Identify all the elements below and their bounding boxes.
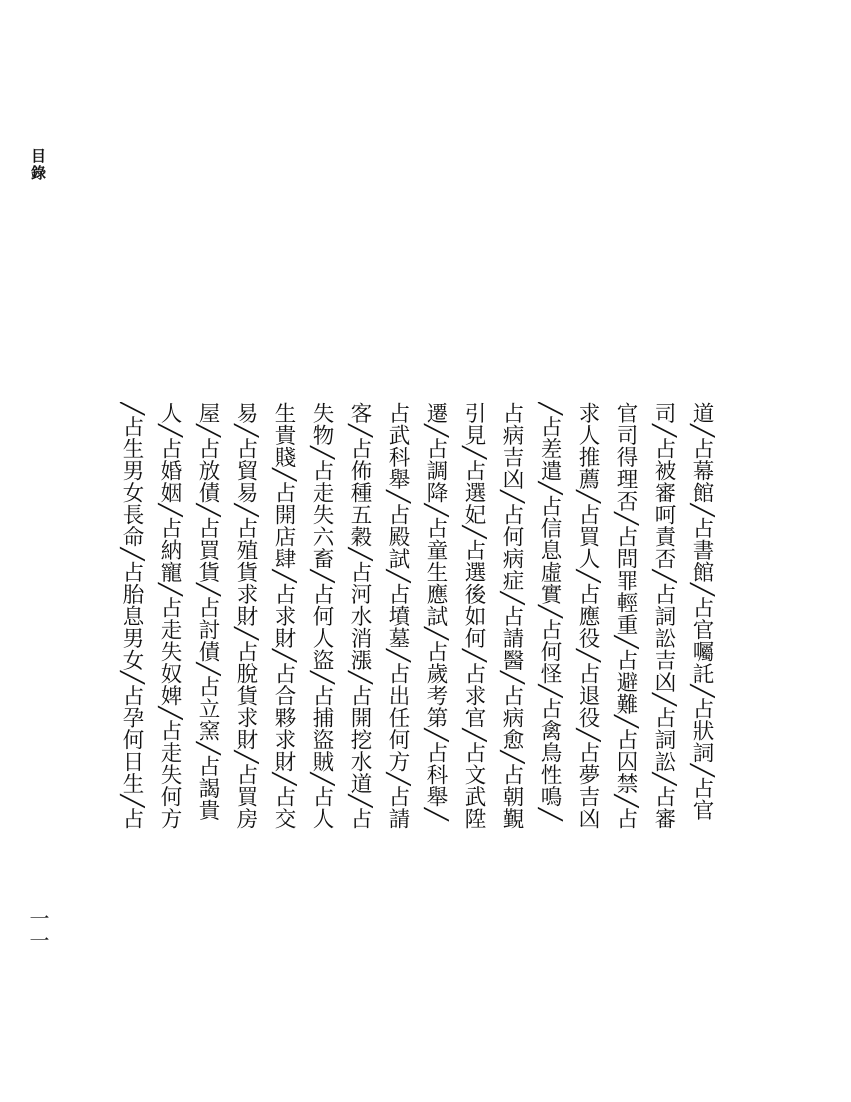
- text-column: 求人推薦╱占買人╱占應役╱占退役╱占夢吉凶: [575, 402, 600, 830]
- text-column: 人╱占婚姻╱占納寵╱占走失奴婢╱占走失何方: [157, 402, 182, 830]
- text-column: 失物╱占走失六畜╱占何人盜╱占捕盜賊╱占人: [309, 402, 334, 830]
- text-column: ╱占差遣╱占信息虛實╱占何怪╱占禽鳥性鳴╱: [537, 402, 562, 822]
- text-column: 遷╱占調降╱占童生應試╱占歲考第╱占科舉╱: [423, 402, 448, 822]
- text-column: 占病吉凶╱占何病症╱占請醫╱占病愈╱占朝覲: [499, 402, 524, 830]
- text-column: 屋╱占放債╱占買貨╱占討債╱占立窯╱占謁貴: [195, 402, 220, 822]
- text-column: ╱占生男女長命╱占胎息男女╱占孕何日生╱占: [119, 402, 144, 830]
- text-column: 占武科舉╱占殿試╱占墳墓╱占出任何方╱占請: [385, 402, 410, 830]
- text-column: 司╱占被審呵責否╱占詞訟吉凶╱占詞訟╱占審: [651, 402, 676, 830]
- text-column: 官司得理否╱占問罪輕重╱占避難╱占囚禁╱占: [613, 402, 638, 830]
- text-column: 生貴賤╱占開店肆╱占求財╱占合夥求財╱占交: [271, 402, 296, 830]
- text-column: 道╱占幕館╱占書館╱占官囑託╱占狀詞╱占官: [689, 402, 714, 822]
- page-number: 一一: [26, 908, 50, 952]
- text-column: 易╱占貿易╱占殖貨求財╱占脫貨求財╱占買房: [233, 402, 258, 830]
- running-title: 目錄: [29, 148, 47, 182]
- text-column: 客╱占佈種五穀╱占河水消漲╱占開挖水道╱占: [347, 402, 372, 830]
- table-of-contents-text: [110, 402, 720, 882]
- text-column: 引見╱占選妃╱占選後如何╱占求官╱占文武陞: [461, 402, 486, 830]
